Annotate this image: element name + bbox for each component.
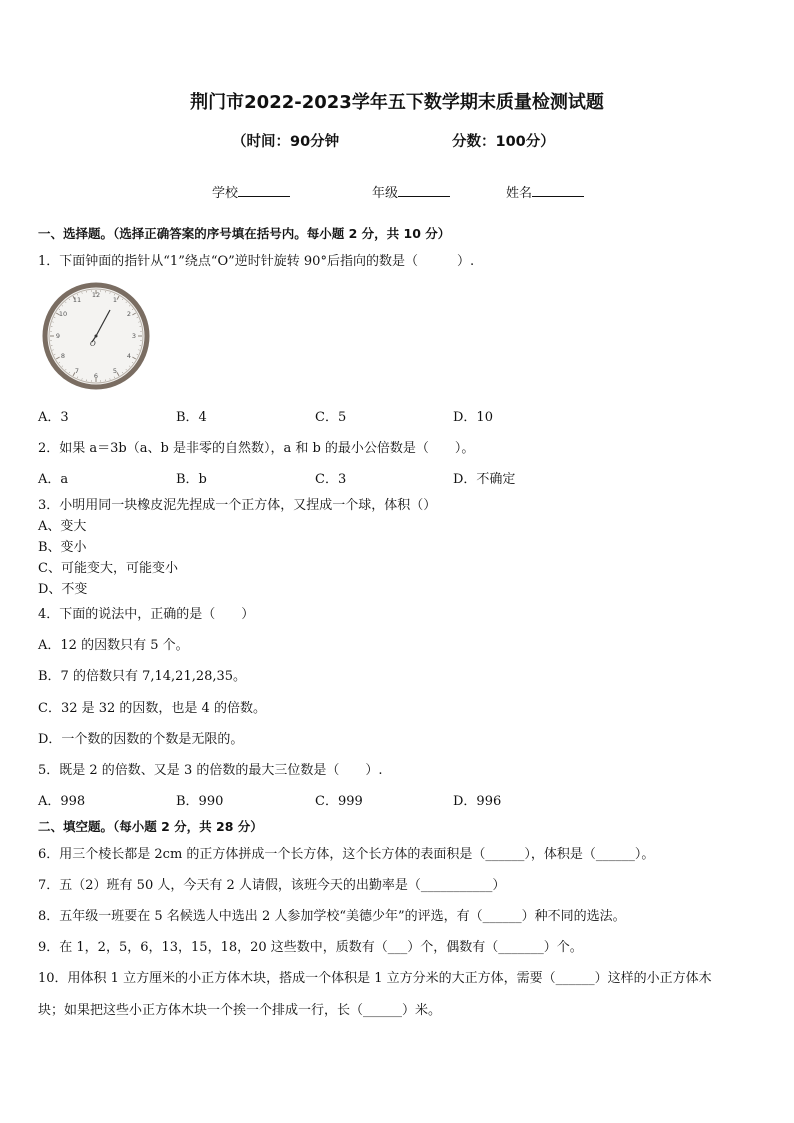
clock-center-label: O	[90, 340, 96, 348]
question-10-line-2: 块；如果把这些小正方体木块一个挨一个排成一行，长（______）米。	[38, 1003, 442, 1018]
clock-number-6: 6	[93, 372, 99, 380]
q5-option-b[interactable]: B．990	[176, 794, 224, 809]
school-label: 学校	[212, 186, 239, 201]
q3-option-c[interactable]: C、可能变大，可能变小	[38, 561, 178, 576]
q2-option-b[interactable]: B．b	[176, 472, 207, 487]
clock-number-9: 9	[55, 332, 61, 340]
q1-option-b[interactable]: B．4	[176, 410, 207, 425]
question-8: 8．五年级一班要在 5 名候选人中选出 2 人参加学校“美德少年”的评选，有（______）种不同的选法。	[38, 909, 626, 924]
q5-option-c[interactable]: C．999	[315, 794, 363, 809]
clock-number-11: 11	[72, 296, 82, 304]
grade-label: 年级	[372, 186, 399, 201]
q1-option-c[interactable]: C．5	[315, 410, 347, 425]
clock-number-1: 1	[112, 296, 118, 304]
question-5: 5．既是 2 的倍数、又是 3 的倍数的最大三位数是（ ）.	[38, 763, 383, 778]
clock-number-3: 3	[131, 332, 137, 340]
q4-option-d[interactable]: D．一个数的因数的个数是无限的。	[38, 732, 244, 747]
name-blank	[532, 184, 584, 197]
q2-option-c[interactable]: C．3	[315, 472, 347, 487]
school-blank	[238, 184, 290, 197]
q3-option-d[interactable]: D、不变	[38, 582, 88, 597]
clock-number-12: 12	[91, 291, 101, 299]
clock-number-4: 4	[126, 352, 132, 360]
clock-number-10: 10	[58, 310, 68, 318]
clock-number-8: 8	[60, 352, 66, 360]
question-6: 6．用三个棱长都是 2cm 的正方体拼成一个长方体，这个长方体的表面积是（______），体积是（______）。	[38, 847, 655, 862]
clock-number-7: 7	[74, 367, 80, 375]
time-limit: （时间：90分钟	[232, 134, 340, 150]
section-2-heading: 二、填空题。（每小题 2 分，共 28 分）	[38, 819, 263, 834]
question-1: 1．下面钟面的指针从“1”绕点“O”逆时针旋转 90°后指向的数是（ ）.	[38, 254, 475, 269]
exam-title: 荆门市2022-2023学年五下数学期末质量检测试题	[190, 92, 604, 113]
school-field	[212, 182, 290, 201]
q5-option-a[interactable]: A．998	[38, 794, 86, 809]
q4-option-c[interactable]: C．32 是 32 的因数，也是 4 的倍数。	[38, 701, 266, 716]
question-2: 2．如果 a＝3b（a、b 是非零的自然数），a 和 b 的最小公倍数是（ ）。	[38, 441, 475, 456]
question-4: 4．下面的说法中，正确的是（ ）	[38, 607, 255, 622]
q3-option-b[interactable]: B、变小	[38, 540, 87, 555]
grade-blank	[398, 184, 450, 197]
q2-option-a[interactable]: A．a	[38, 472, 69, 487]
q4-option-b[interactable]: B．7 的倍数只有 7,14,21,28,35。	[38, 669, 247, 684]
question-10-line-1: 10．用体积 1 立方厘米的小正方体木块，搭成一个体积是 1 立方分米的大正方体，需要（______）这样的小正方体木	[38, 971, 712, 986]
grade-field	[372, 182, 450, 201]
total-score: 分数：100分）	[452, 134, 555, 150]
q3-option-a[interactable]: A、变大	[38, 519, 87, 534]
name-label: 姓名	[506, 186, 533, 201]
section-1-heading: 一、选择题。（选择正确答案的序号填在括号内。每小题 2 分，共 10 分）	[38, 226, 451, 241]
question-9: 9．在 1，2，5，6，13，15，18，20 这些数中，质数有（___）个，偶数有（_______）个。	[38, 940, 583, 955]
q5-option-d[interactable]: D．996	[453, 794, 502, 809]
question-3: 3．小明用同一块橡皮泥先捏成一个正方体，又捏成一个球，体积（）	[38, 498, 437, 513]
name-field	[506, 182, 584, 201]
q4-option-a[interactable]: A．12 的因数只有 5 个。	[38, 638, 189, 653]
q2-option-d[interactable]: D．不确定	[453, 472, 516, 487]
clock-figure	[40, 280, 152, 392]
clock-number-2: 2	[126, 310, 132, 318]
clock-number-5: 5	[112, 367, 118, 375]
q1-option-d[interactable]: D．10	[453, 410, 493, 425]
clock-center	[95, 335, 98, 338]
q1-option-a[interactable]: A．3	[38, 410, 69, 425]
question-7: 7．五（2）班有 50 人，今天有 2 人请假，该班今天的出勤率是（___________）	[38, 878, 506, 893]
